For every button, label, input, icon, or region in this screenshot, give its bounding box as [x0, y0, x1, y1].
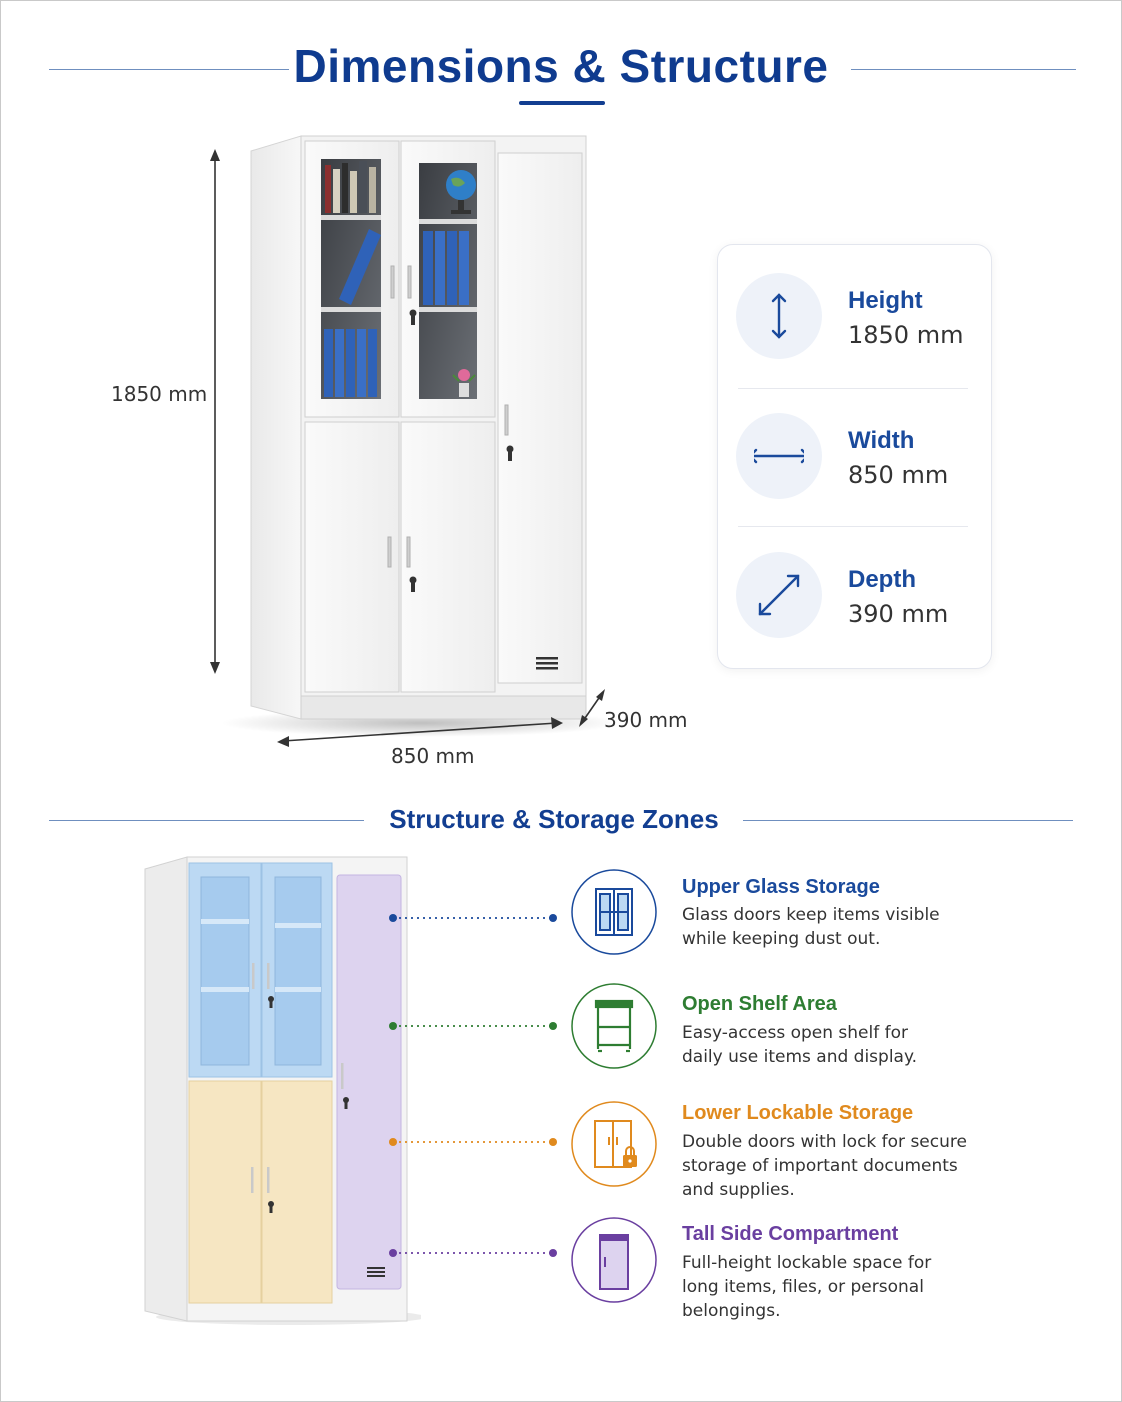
width-dimension-label: 850 mm [391, 744, 475, 768]
spec-height-icon-circle [736, 273, 822, 359]
spec-card [717, 244, 992, 669]
spec-depth-label: Depth [848, 566, 916, 593]
depth-dimension-label: 390 mm [604, 708, 688, 732]
spec-divider [738, 388, 968, 389]
zone-side-icon-circle [571, 1217, 657, 1303]
spec-width-value: 850 mm [848, 461, 949, 489]
zone-upper-icon-circle [571, 869, 657, 955]
storage-zones-cabinet [141, 851, 421, 1331]
zone-lower-icon-circle [571, 1101, 657, 1187]
spec-height [718, 273, 991, 373]
page-title: Dimensions & Structure [293, 40, 829, 92]
locked-cabinet-icon [571, 1101, 657, 1187]
spec-width [718, 413, 991, 513]
zone-side-title: Tall Side Compartment [682, 1223, 899, 1245]
structure-title: Structure & Storage Zones [389, 804, 719, 834]
zone-lower-title: Lower Lockable Storage [682, 1102, 914, 1124]
zone-upper-title: Upper Glass Storage [682, 876, 880, 898]
spec-depth [718, 552, 991, 652]
glass-door-cabinet-icon [571, 869, 657, 955]
spec-divider [738, 526, 968, 527]
spec-depth-value: 390 mm [848, 600, 949, 628]
spec-width-icon-circle [736, 413, 822, 499]
spec-height-label: Height [848, 287, 923, 314]
horizontal-arrow-icon [754, 431, 804, 481]
spec-depth-icon-circle [736, 552, 822, 638]
diagonal-arrow-icon [754, 570, 804, 620]
zone-upper-desc: Glass doors keep items visible while keeping dust out. [682, 905, 940, 949]
zone-leader-lines [381, 901, 571, 1271]
open-shelf-icon [571, 983, 657, 1069]
height-dimension-label: 1850 mm [111, 382, 208, 406]
zone-shelf-icon-circle [571, 983, 657, 1069]
vertical-arrow-icon [754, 291, 804, 341]
spec-width-label: Width [848, 427, 915, 454]
spec-height-value: 1850 mm [848, 321, 964, 349]
tall-locker-icon [571, 1217, 657, 1303]
zone-side-desc: Full-height lockable space for long items, files, or personal belongings. [682, 1253, 932, 1321]
zone-shelf-desc: Easy-access open shelf for daily use items and display. [682, 1023, 918, 1067]
zone-shelf-title: Open Shelf Area [682, 993, 837, 1015]
zone-lower-desc: Double doors with lock for secure storage of important documents and supplies. [682, 1132, 967, 1200]
